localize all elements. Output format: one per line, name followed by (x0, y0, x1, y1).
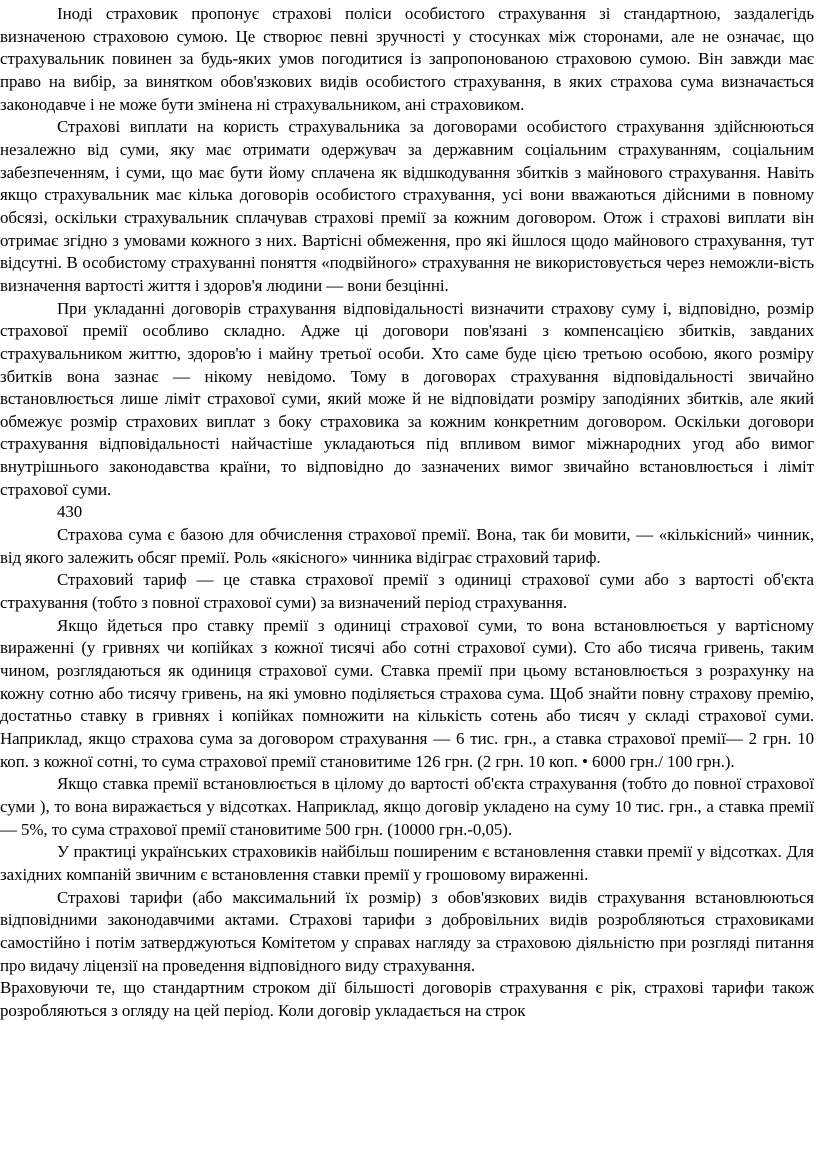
paragraph-practice: У практиці українських страховиків найбільш поширеним є встановлення ставки премії у відсотках. Для західних компаній звичним є встановлення ставки премії у грошовому вираженні. (0, 842, 814, 884)
paragraph-liability-insurance: При укладанні договорів страхування відповідальності визначити страхову суму і, відповідно, розмір страхової премії особливо складно. Адже ці договори пов'язані з компенсацією збитків, завданих страхувальником життю, здоров'ю і майну третьої особи. Хто саме буде цією третьою особою, якого розміру збитків вона зазнає — нікому невідомо. Тому в договорах страхування відповідальності звичайно встановлюється лише ліміт страхової суми, який може й не відповідати розміру заподіяних збитків, але який обмежує розмір страхових виплат з боку страховика за кожним конкретним договором. Оскільки договори страхування відповідальності найчастіше укладаються під впливом вимог міжнародних угод або вимог внутрішнього законодавства країни, то відповідно до зазначених вимог звичайно встановлюється і ліміт страхової суми. (0, 298, 814, 499)
paragraph-tariff-regulation: Страхові тарифи (або максимальний їх розмір) з обов'язкових видів страхування встановлюються відповідними законодавчими актами. Страхові тарифи з добровільних видів розробляються страховиками самостійно і потім затверджуються Комітетом у справах нагляду за страховою діяльністю при розгляді питання про видачу ліцензії на проведення відповідного виду страхування. (0, 887, 814, 975)
page-number: 430 (57, 502, 83, 522)
paragraph-standard-sum: Іноді страховик пропонує страхові поліси особистого страхування зі стандартною, заздалегідь визначеною страховою сумою. Це створює певні зручності у стосунках між сторонами, але не означає, що страхувальник повинен за будь-яких умов погодитися із запропонованою страховою сумою. Він завжди має право на вибір, за винятком обов'язкових видів особистого страхування, в яких страхова сума визначається законодавче і не може бути змінена ні страхувальником, ані страховиком. (0, 4, 814, 114)
paragraph-personal-payouts: Страхові виплати на користь страхувальника за договорами особистого страхування здійснюються незалежно від суми, яку має отримати одержувач за державним соціальним страхуванням, соціальним забезпеченням, і суми, що має бути йому сплачена як відшкодування збитків з майнового страхування. Навіть якщо страхувальник має кілька договорів особистого страхування, усі вони вважаються дійсними в повному обсязі, оскільки страхувальник сплачував страхові премії за кожним договором. Отож і страхові виплати він отримає згідно з умовами кожного з них. Вартісні обмеження, про які йшлося щодо майнового страхування, тут відсутні. В особистому страхуванні поняття «подвійного» страхування не використовується через неможли-вість визначення вартості життя і здоров'я людини — вони безцінні. (0, 117, 814, 295)
paragraph-unit-rate: Якщо йдеться про ставку премії з одиниці страхової суми, то вона встановлюється у вартісному вираженні (у гривнях чи копійках з кожної тисячі або сотні страхової суми). Сто або тисяча гривень, таким чином, розглядаються як одиниця страхової суми. Ставка премії при цьому встановлюється з розрахунку на кожну сотню або тисячу гривень, на які умовно поділяється страхова сума. Щоб знайти повну страхову премію, достатньо ставку в гривнях і копійках помножити на кількість сотень або тисяч у складі страхової суми. Наприклад, якщо страхова сума за договором страхування — 6 тис. грн., а ставка страхової премії— 2 грн. 10 коп. з кожної сотні, то сума страхової премії становитиме 126 грн. (2 грн. 10 коп. • 6000 грн./ 100 грн.). (0, 615, 814, 771)
paragraph-term: Враховуючи те, що стандартним строком дії більшості договорів страхування є рік, страхові тарифи також розробляються з огляду на цей період. Коли договір укладається на строк (0, 978, 814, 1020)
paragraph-tariff-definition: Страховий тариф — це ставка страхової премії з одиниці страхової суми або з вартості об'єкта страхування (тобто з повної страхової суми) за визначений період страхування. (0, 570, 814, 613)
paragraph-insured-sum-basis: Страхова сума є базою для обчислення страхової премії. Вона, так би мовити, — «кількісний» чинник, від якого залежить обсяг премії. Роль «якісного» чинника відіграє страховий тариф. (0, 525, 814, 567)
paragraph-percent-rate: Якщо ставка премії встановлюється в цілому до вартості об'єкта страхування (тобто до повної страхової суми ), то вона виражається у відсотках. Наприклад, якщо договір укладено на суму 10 тис. грн., а ставка премії — 5%, то сума страхової премії становитиме 500 грн. (10000 грн.-0,05). (0, 774, 814, 839)
